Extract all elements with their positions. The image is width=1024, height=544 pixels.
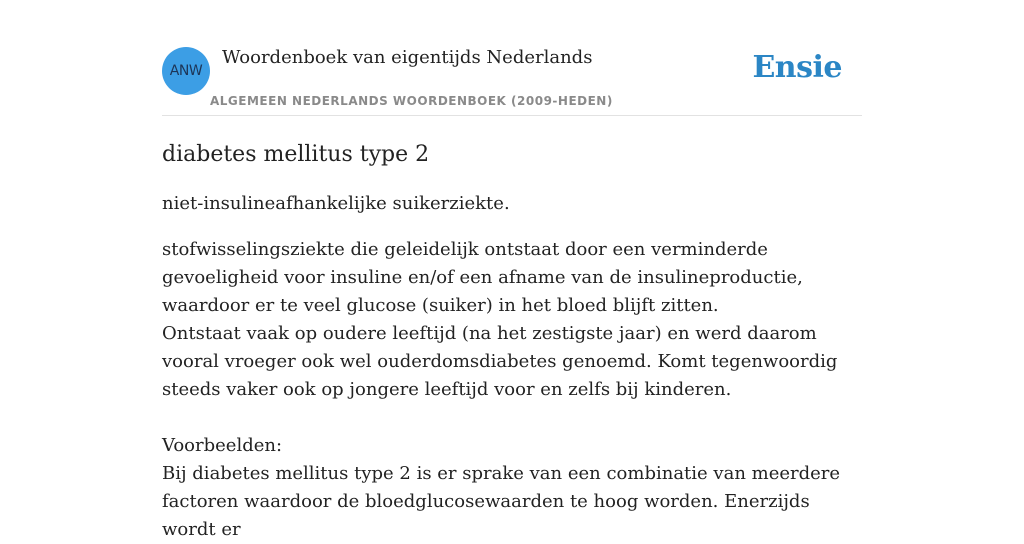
- source-title[interactable]: Woordenboek van eigentijds Nederlands: [222, 47, 593, 68]
- entry-content: [162, 140, 862, 544]
- source-header: [162, 46, 862, 116]
- header-divider: [162, 115, 862, 116]
- short-definition: niet-insulineafhankelijke suikerziekte.: [162, 193, 510, 214]
- entry-term: diabetes mellitus type 2: [162, 142, 430, 167]
- source-logo-text: ANW: [169, 63, 203, 79]
- definition-paragraph: Ontstaat vaak op oudere leeftijd (na het zestigste jaar) en werd daarom vooral vroeger ook wel ouderdomsdiabetes genoemd. Komt tegenwoordig steeds vaker ook op jongere leeftijd voor en zelfs bij kinderen.: [162, 323, 838, 400]
- spacer: [162, 404, 862, 432]
- source-logo-avatar[interactable]: [162, 47, 210, 95]
- brand-logo[interactable]: Ensie: [752, 50, 842, 85]
- definition-paragraph: stofwisselingsziekte die geleidelijk ontstaat door een verminderde gevoeligheid voor insuline en/of een afname van de insulineproductie, waardoor er te veel glucose (suiker) in het bloed blijft zitten.: [162, 239, 803, 316]
- examples-label: Voorbeelden:: [162, 435, 283, 456]
- example-text: Bij diabetes mellitus type 2 is er sprake van een combinatie van meerdere factoren waardoor de bloedglucosewaarden te hoog worden. Enerzijds wordt er: [162, 463, 841, 540]
- source-subtitle: ALGEMEEN NEDERLANDS WOORDENBOEK (2009-HEDEN): [210, 94, 613, 108]
- definition-body: [162, 236, 862, 544]
